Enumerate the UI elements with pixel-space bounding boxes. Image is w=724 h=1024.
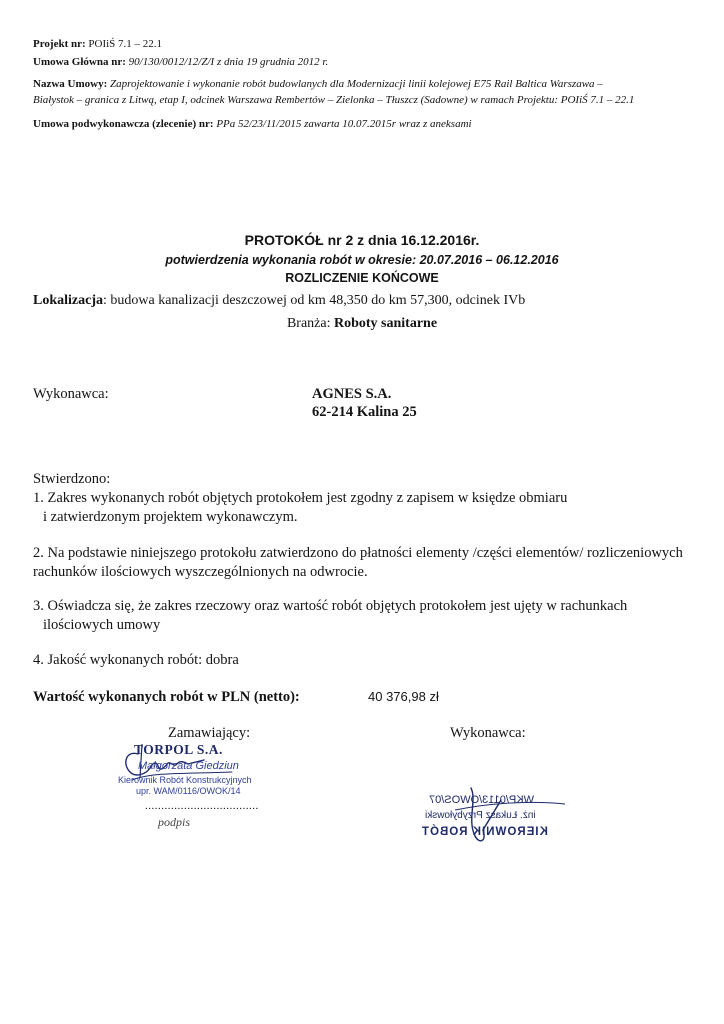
stwierdzono-heading: Stwierdzono: bbox=[33, 471, 111, 487]
header-umowa-glowna bbox=[33, 55, 328, 70]
stamp-perm: upr. WAM/0116/OWOK/14 bbox=[136, 786, 241, 796]
stamp-company: TORPOL S.A. bbox=[134, 742, 223, 757]
umowa-podw-label: Umowa podwykonawcza (zlecenie) nr: bbox=[33, 118, 214, 130]
branza-label: Branża: bbox=[286, 316, 334, 331]
projekt-label: Projekt nr: bbox=[33, 38, 86, 50]
header-nazwa-umowy bbox=[33, 77, 713, 92]
stamp-name: Małgorzata Giedziun bbox=[138, 760, 239, 772]
signature-dots: ................................... bbox=[145, 800, 259, 812]
stamp-role: Kierownik Robót Konstrukcyjnych bbox=[118, 775, 252, 785]
projekt-value: POIiŚ 7.1 – 22.1 bbox=[88, 38, 163, 50]
umowa-podw-value: PPa 52/23/11/2015 zawarta 10.07.2015r wraz z aneksami bbox=[216, 118, 472, 130]
lokalizacja-label: Lokalizacja bbox=[33, 293, 103, 308]
item-2-line1: 2. Na podstawie niniejszego protokołu zatwierdzono do płatności elementy /części elementów/ rozliczeniowych bbox=[33, 545, 683, 561]
stwierdzono-item-4 bbox=[33, 651, 239, 670]
zamawiajacy-label: Zamawiający: bbox=[168, 725, 251, 741]
branza bbox=[0, 314, 724, 333]
stamp-right-line1: KIEROWNIK ROBÓT bbox=[421, 826, 548, 838]
protocol-subtitle: ROZLICZENIE KOŃCOWE bbox=[285, 271, 439, 285]
wykonawca-sign-label: Wykonawca: bbox=[450, 725, 526, 741]
header-umowa-podwykonawcza bbox=[33, 117, 472, 132]
wartosc-label: Wartość wykonanych robót w PLN (netto): bbox=[33, 689, 300, 705]
lokalizacja-value: : budowa kanalizacji deszczowej od km 48,350 do km 57,300, odcinek IVb bbox=[103, 293, 526, 308]
wykonawca-name: AGNES S.A. bbox=[312, 386, 392, 402]
item-4-line1: 4. Jakość wykonanych robót: dobra bbox=[33, 652, 239, 668]
header-projekt bbox=[33, 37, 162, 52]
protocol-title: PROTOKÓŁ nr 2 z dnia 16.12.2016r. bbox=[244, 232, 480, 248]
wykonawca-address: 62-214 Kalina 25 bbox=[312, 404, 417, 420]
umowa-glowna-value: 90/130/0012/12/Z/I z dnia 19 grudnia 2012 r. bbox=[128, 56, 329, 68]
stwierdzono-item-1 bbox=[33, 489, 567, 527]
header-nazwa-umowy-cont bbox=[33, 93, 713, 108]
nazwa-umowy-label: Nazwa Umowy: bbox=[33, 78, 108, 90]
umowa-glowna-label: Umowa Główna nr: bbox=[33, 56, 126, 68]
nazwa-umowy-line2: Białystok – granica z Litwą, etap I, odcinek Warszawa Rembertów – Zielonka – Tłuszcz (Sadowne) w ramach Projektu: POIiŚ 7.1 – 22.1 bbox=[33, 94, 635, 106]
podpis-label: podpis bbox=[158, 815, 191, 829]
nazwa-umowy-line1: Zaprojektowanie i wykonanie robót budowlanych dla Modernizacji linii kolejowej E75 Rail Baltica Warszawa – bbox=[109, 78, 603, 90]
item-3-line2: ilościowych umowy bbox=[43, 617, 161, 633]
contractor-stamp bbox=[415, 780, 595, 855]
item-3-line1: 3. Oświadcza się, że zakres rzeczowy oraz wartość robót objętych protokołem jest ujęty w rachunkach bbox=[33, 598, 628, 614]
lokalizacja bbox=[33, 291, 525, 310]
item-1-line2: i zatwierdzonym projektem wykonawczym. bbox=[43, 509, 298, 525]
stwierdzono-item-3 bbox=[33, 597, 627, 635]
stamp-right-line3: WKP/0113/OWOS/07 bbox=[429, 794, 534, 806]
item-2-line2: rachunków ilościowych wyszczególnionych na odwrocie. bbox=[33, 564, 368, 580]
stamp-right-line2: inż. Łukasz Przybyłowski bbox=[425, 810, 536, 821]
item-1-line1: 1. Zakres wykonanych robót objętych protokołem jest zgodny z zapisem w księdze obmiaru bbox=[33, 490, 568, 506]
wykonawca-label: Wykonawca: bbox=[33, 386, 109, 402]
protocol-period: potwierdzenia wykonania robót w okresie: 20.07.2016 – 06.12.2016 bbox=[165, 253, 559, 267]
wartosc-value: 40 376,98 zł bbox=[368, 689, 439, 704]
branza-value: Roboty sanitarne bbox=[333, 316, 438, 331]
stwierdzono-item-2 bbox=[33, 544, 683, 582]
